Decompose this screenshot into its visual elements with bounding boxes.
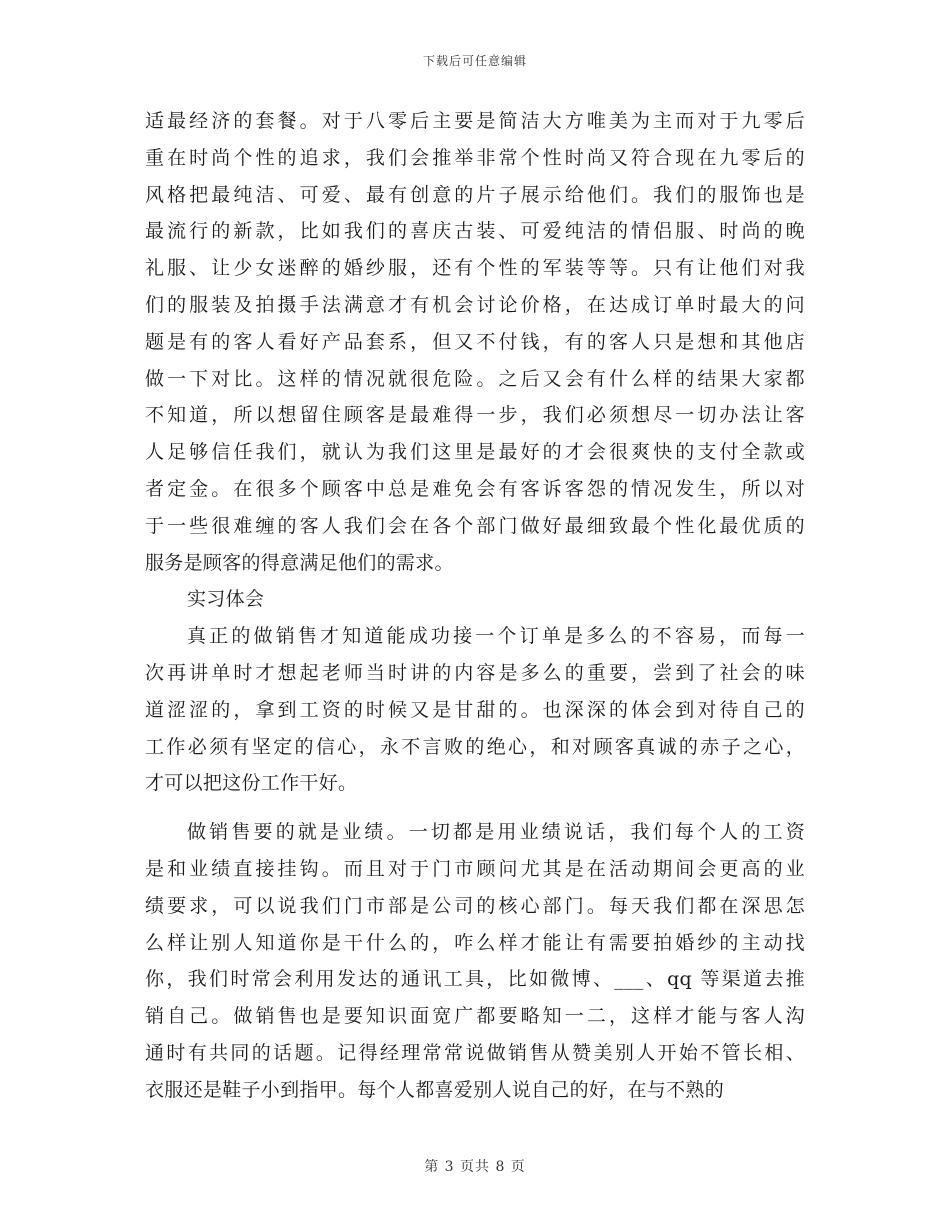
text-line: 次再讲单时才想起老师当时讲的内容是多么的重要，尝到了社会的味 xyxy=(145,661,805,684)
text-line: 真正的做销售才知道能成功接一个订单是多么的不容易，而每一 xyxy=(187,625,805,648)
text-line: 做一下对比。这样的情况就很危险。之后又会有什么样的结果大家都 xyxy=(145,367,805,390)
text-line: 是和业绩直接挂钩。而且对于门市顾问尤其是在活动期间会更高的业 xyxy=(145,857,805,880)
document-body xyxy=(145,103,805,1109)
text-line: 重在时尚个性的追求，我们会推举非常个性时尚又符合现在九零后的 xyxy=(145,146,805,169)
text-line: 们的服装及拍摄手法满意才有机会讨论价格，在达成订单时最大的问 xyxy=(145,293,805,316)
text-line: 最流行的新款，比如我们的喜庆古装、可爱纯洁的情侣服、时尚的晚 xyxy=(145,220,805,243)
paragraph xyxy=(145,103,805,581)
page-header: 下载后可任意编辑 xyxy=(422,54,527,68)
text-line: 题是有的客人看好产品套系，但又不付钱，有的客人只是想和其他店 xyxy=(145,330,805,353)
paragraph xyxy=(145,581,805,618)
paragraph xyxy=(145,814,805,1108)
text-line: 实习体会 xyxy=(187,588,265,611)
text-line: 么样让别人知道你是干什么的，咋么样才能让有需要拍婚纱的主动找 xyxy=(145,931,805,954)
text-line: 通时有共同的话题。记得经理常常说做销售从赞美别人开始不管长相、 xyxy=(145,1041,805,1064)
paragraph-gap xyxy=(145,802,805,814)
text-line: 销自己。做销售也是要知识面宽广都要略知一二，这样才能与客人沟 xyxy=(145,1005,805,1028)
text-line: 你，我们时常会利用发达的通讯工具，比如微博、___、qq 等渠道去推 xyxy=(145,968,805,991)
text-line: 适最经济的套餐。对于八零后主要是简洁大方唯美为主而对于九零后 xyxy=(145,110,805,132)
text-line: 绩要求，可以说我们门市部是公司的核心部门。每天我们都在深思怎 xyxy=(145,894,805,917)
text-line: 做销售要的就是业绩。一切都是用业绩说话，我们每个人的工资 xyxy=(187,821,805,844)
text-line: 道涩涩的，拿到工资的时候又是甘甜的。也深深的体会到对待自己的 xyxy=(145,698,805,721)
text-line: 工作必须有坚定的信心，永不言败的绝心，和对顾客真诚的赤子之心， xyxy=(145,735,805,758)
text-line: 才可以把这份工作干好。 xyxy=(145,772,358,795)
text-line: 不知道，所以想留住顾客是最难得一步，我们必须想尽一切办法让客 xyxy=(145,404,805,427)
text-line: 人足够信任我们，就认为我们这里是最好的才会很爽快的支付全款或 xyxy=(145,441,805,464)
page-number: 第 3 页共 8 页 xyxy=(424,1159,526,1175)
text-line: 衣服还是鞋子小到指甲。每个人都喜爱别人说自己的好，在与不熟的 xyxy=(145,1078,725,1101)
paragraph xyxy=(145,618,805,802)
text-line: 于一些很难缠的客人我们会在各个部门做好最细致最个性化最优质的 xyxy=(145,514,805,537)
text-line: 风格把最纯洁、可爱、最有创意的片子展示给他们。我们的服饰也是 xyxy=(145,183,805,206)
text-line: 者定金。在很多个顾客中总是难免会有客诉客怨的情况发生，所以对 xyxy=(145,477,805,500)
text-line: 礼服、让少女迷醉的婚纱服，还有个性的军装等等。只有让他们对我 xyxy=(145,257,805,280)
text-line: 服务是顾客的得意满足他们的需求。 xyxy=(145,551,454,574)
